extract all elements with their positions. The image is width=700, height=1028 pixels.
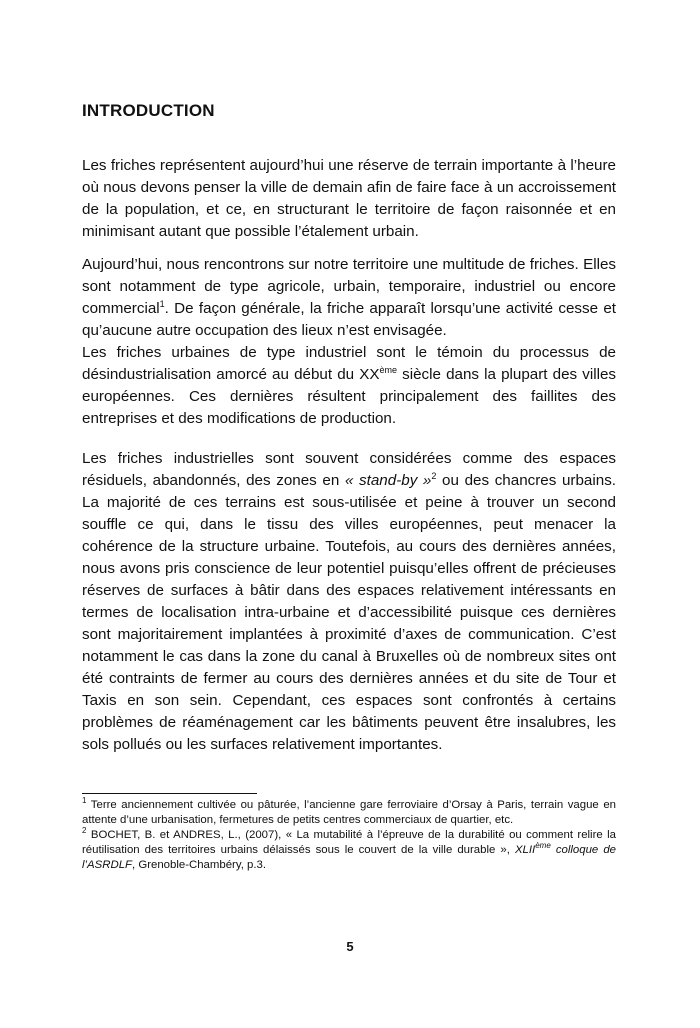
footnote-2 bbox=[82, 828, 616, 873]
footnote-ref-2[interactable]: 2 bbox=[431, 470, 437, 481]
page-number: 5 bbox=[346, 939, 354, 954]
page-title: INTRODUCTION bbox=[82, 101, 215, 120]
footnote-1-number: 1 bbox=[82, 796, 87, 806]
footnote-2-text-b: , Grenoble-Chambéry, p.3. bbox=[132, 859, 267, 871]
paragraph-4-text-a: Les friches industrielles sont souvent considérées comme des espaces résiduels, abandonnés, des zones en bbox=[82, 450, 616, 489]
paragraph-3-text-a: Les friches urbaines de type industriel sont le témoin du processus de désindustrialisation amorcé au début du XX bbox=[82, 344, 616, 383]
footnote-2-italic-sup: ème bbox=[535, 841, 551, 851]
footnote-2-italic-a: XLII bbox=[514, 844, 536, 856]
century-superscript: ème bbox=[379, 364, 397, 375]
footnote-2-number: 2 bbox=[82, 826, 87, 836]
paragraph-4 bbox=[82, 448, 616, 756]
paragraph-3 bbox=[82, 342, 616, 430]
paragraph-4-text-b: ou des chancres urbains. La majorité de ces terrains est sous-utilisée et peine à trouver un second souffle ce qui, dans le tissu des villes européennes, peut menacer la cohérence de la structure urbaine. Toutefois, au cours des dernières années, nous avons pris conscience de leur potentiel puisqu’elles offrent de précieuses réserves de surfaces à bâtir dans des espaces relativement intéressants en termes de localisation intra-urbaine et d’accessibilité puisque ces dernières sont majoritairement implantées à proximité d’axes de communication. C’est notamment le cas dans la zone du canal à Bruxelles où de nombreux sites ont été contraints de fermer au cours des dernières années et du site de Tour et Taxis en son sein. Cependant, ces espaces sont confrontés à certains problèmes de réaménagement car les bâtiments peuvent être insalubres, les sols pollués ou les surfaces relativement importantes. bbox=[82, 472, 617, 753]
footnote-divider bbox=[82, 793, 257, 794]
paragraph-3-text-b: siècle dans la plupart des villes européennes. Ces dernières résultent principalement des faillites des entreprises et des modifications de production. bbox=[82, 366, 616, 427]
paragraph-2-text-b: . De façon générale, la friche apparaît lorsqu’une activité cesse et qu’aucune autre occupation des lieux n’est envisagée. bbox=[82, 300, 616, 339]
footnote-1 bbox=[82, 798, 616, 828]
footnote-1-text: Terre anciennement cultivée ou pâturée, l’ancienne gare ferroviaire d’Orsay à Paris, terrain vague en attente d’une urbanisation, fermetures de petits centres commerciaux de quartier, etc. bbox=[82, 799, 616, 826]
paragraph-1: Les friches représentent aujourd’hui une réserve de terrain importante à l’heure où nous devons penser la ville de demain afin de faire face à un accroissement de la population, et ce, en structurant le territoire de façon raisonnée et en minimisant autant que possible l’étalement urbain. bbox=[82, 157, 616, 240]
paragraph-2 bbox=[82, 254, 616, 342]
page-body bbox=[82, 100, 616, 767]
stand-by-term: « stand-by » bbox=[344, 472, 432, 489]
paragraph-2-text-a: Aujourd’hui, nous rencontrons sur notre territoire une multitude de friches. Elles sont notamment de type agricole, urbain, temporaire, industriel ou encore commercial bbox=[82, 256, 616, 317]
footnote-ref-1[interactable]: 1 bbox=[159, 298, 165, 309]
footnote-2-text-a: BOCHET, B. et ANDRES, L., (2007), « La mutabilité à l’épreuve de la durabilité ou comment relire la réutilisation des territoires urbains délaissés sous le couvert de la ville durable », bbox=[82, 829, 616, 856]
footnote-2-italic-b: colloque de l’ASRDLF bbox=[82, 844, 616, 871]
footnotes bbox=[82, 793, 616, 873]
